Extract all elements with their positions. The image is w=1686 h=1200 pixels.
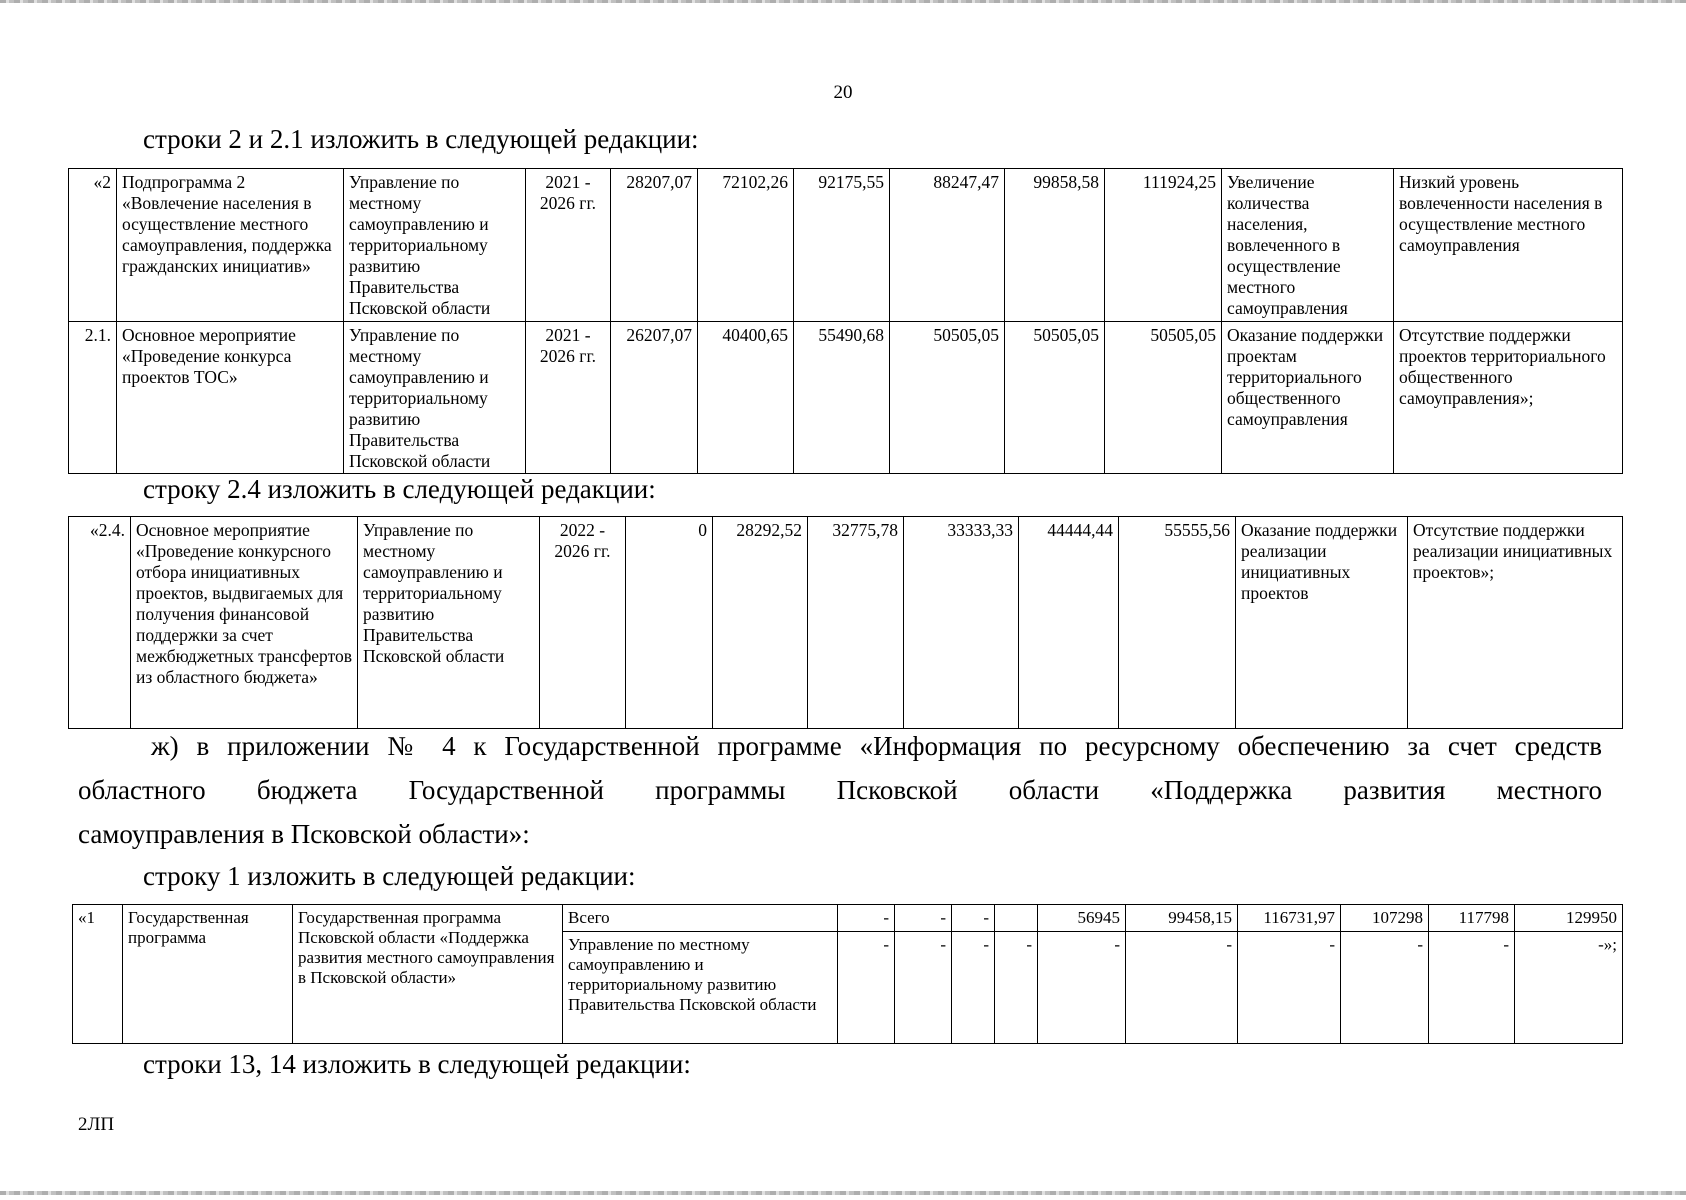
heading-rows-13-14: строки 13, 14 изложить в следующей редакции:	[143, 1049, 691, 1079]
value-cell: -	[895, 932, 952, 1044]
funding-source: Всего	[563, 905, 838, 932]
value-cell: 129950	[1515, 905, 1623, 932]
value-cell: 28292,52	[713, 517, 808, 729]
value-cell: -	[1126, 932, 1238, 1044]
heading-rows-2-2-1: строки 2 и 2.1 изложить в следующей редакции:	[143, 124, 699, 154]
years: 2021 - 2026 гг.	[526, 169, 611, 322]
executor: Управление по местному самоуправлению и территориальному развитию Правительства Псковской области	[344, 322, 526, 474]
funding-source: Управление по местному самоуправлению и территориальному развитию Правительства Псковской области	[563, 932, 838, 1044]
value-cell: 28207,07	[611, 169, 698, 322]
years: 2021 - 2026 гг.	[526, 322, 611, 474]
value-cell: 107298	[1341, 905, 1429, 932]
expected-result: Оказание поддержки реализации инициативных проектов	[1236, 517, 1408, 729]
value-cell: 92175,55	[794, 169, 890, 322]
paragraph-line: ж) в приложении № 4 к Государственной программе «Информация по ресурсному обеспечению за счет средств	[151, 731, 1602, 761]
value-cell: 117798	[1429, 905, 1515, 932]
value-cell: 111924,25	[1105, 169, 1222, 322]
executor: Управление по местному самоуправлению и территориальному развитию Правительства Псковской области	[358, 517, 540, 729]
paragraph-line: областного бюджета Государственной программы Псковской области «Поддержка развития местного	[78, 775, 1602, 805]
value-cell: -	[895, 905, 952, 932]
value-cell: 88247,47	[890, 169, 1005, 322]
value-cell: -	[1238, 932, 1341, 1044]
page-number: 20	[833, 82, 853, 103]
program-name: Государственная программа Псковской области «Поддержка развития местного самоуправления в Псковской области»	[293, 905, 563, 1044]
value-cell: 99858,58	[1005, 169, 1105, 322]
expected-result: Оказание поддержки проектам территориального общественного самоуправления	[1222, 322, 1394, 474]
value-cell: 50505,05	[1005, 322, 1105, 474]
value-cell: -	[1341, 932, 1429, 1044]
value-cell: 40400,65	[698, 322, 794, 474]
value-cell: -	[1038, 932, 1126, 1044]
heading-row-2-4: строку 2.4 изложить в следующей редакции:	[143, 474, 656, 504]
program-name: Основное мероприятие «Проведение конкурсного отбора инициативных проектов, выдвигаемых для получения финансовой поддержки за счет межбюджетных трансфертов из областного бюджета»	[131, 517, 358, 729]
consequence: Отсутствие поддержки реализации инициативных проектов»;	[1408, 517, 1623, 729]
value-cell: -	[838, 905, 895, 932]
heading-row-1: строку 1 изложить в следующей редакции:	[143, 861, 636, 891]
value-cell: -	[952, 905, 995, 932]
value-cell: 99458,15	[1126, 905, 1238, 932]
value-cell: -	[838, 932, 895, 1044]
value-cell: 26207,07	[611, 322, 698, 474]
scan-edge-bottom	[0, 1191, 1686, 1195]
row-number: «1	[73, 905, 123, 1044]
value-cell: 33333,33	[904, 517, 1019, 729]
table-row-2-4	[68, 516, 1623, 729]
expected-result: Увеличение количества населения, вовлеченного в осуществление местного самоуправления	[1222, 169, 1394, 322]
table-row	[69, 322, 1623, 474]
value-cell: 32775,78	[808, 517, 904, 729]
table-row	[69, 517, 1623, 729]
table-row-1	[72, 904, 1623, 1044]
value-cell: 44444,44	[1019, 517, 1119, 729]
value-cell: 55490,68	[794, 322, 890, 474]
value-cell: 0	[626, 517, 713, 729]
row-number: «2	[69, 169, 117, 322]
status: Государственная программа	[123, 905, 293, 1044]
footer-code: 2ЛП	[78, 1114, 115, 1135]
value-cell: 56945	[1038, 905, 1126, 932]
table-row	[73, 905, 1623, 932]
value-cell: 50505,05	[890, 322, 1005, 474]
years: 2022 - 2026 гг.	[540, 517, 626, 729]
row-number: «2.4.	[69, 517, 131, 729]
consequence: Низкий уровень вовлеченности населения в осуществление местного самоуправления	[1394, 169, 1623, 322]
value-cell: 55555,56	[1119, 517, 1236, 729]
value-cell: 50505,05	[1105, 322, 1222, 474]
table-rows-2-2-1	[68, 168, 1623, 474]
value-cell: -»;	[1515, 932, 1623, 1044]
program-name: Подпрограмма 2 «Вовлечение населения в осуществление местного самоуправления, поддержка гражданских инициатив»	[117, 169, 344, 322]
value-cell: -	[1429, 932, 1515, 1044]
value-cell	[995, 905, 1038, 932]
paragraph-appendix-4	[78, 724, 1602, 856]
program-name: Основное мероприятие «Проведение конкурса проектов ТОС»	[117, 322, 344, 474]
value-cell: -	[995, 932, 1038, 1044]
row-number: 2.1.	[69, 322, 117, 474]
executor: Управление по местному самоуправлению и территориальному развитию Правительства Псковской области	[344, 169, 526, 322]
paragraph-line: самоуправления в Псковской области»:	[78, 819, 530, 849]
scan-edge-top	[0, 0, 1686, 3]
value-cell: 72102,26	[698, 169, 794, 322]
consequence: Отсутствие поддержки проектов территориального общественного самоуправления»;	[1394, 322, 1623, 474]
value-cell: -	[952, 932, 995, 1044]
value-cell: 116731,97	[1238, 905, 1341, 932]
table-row	[69, 169, 1623, 322]
